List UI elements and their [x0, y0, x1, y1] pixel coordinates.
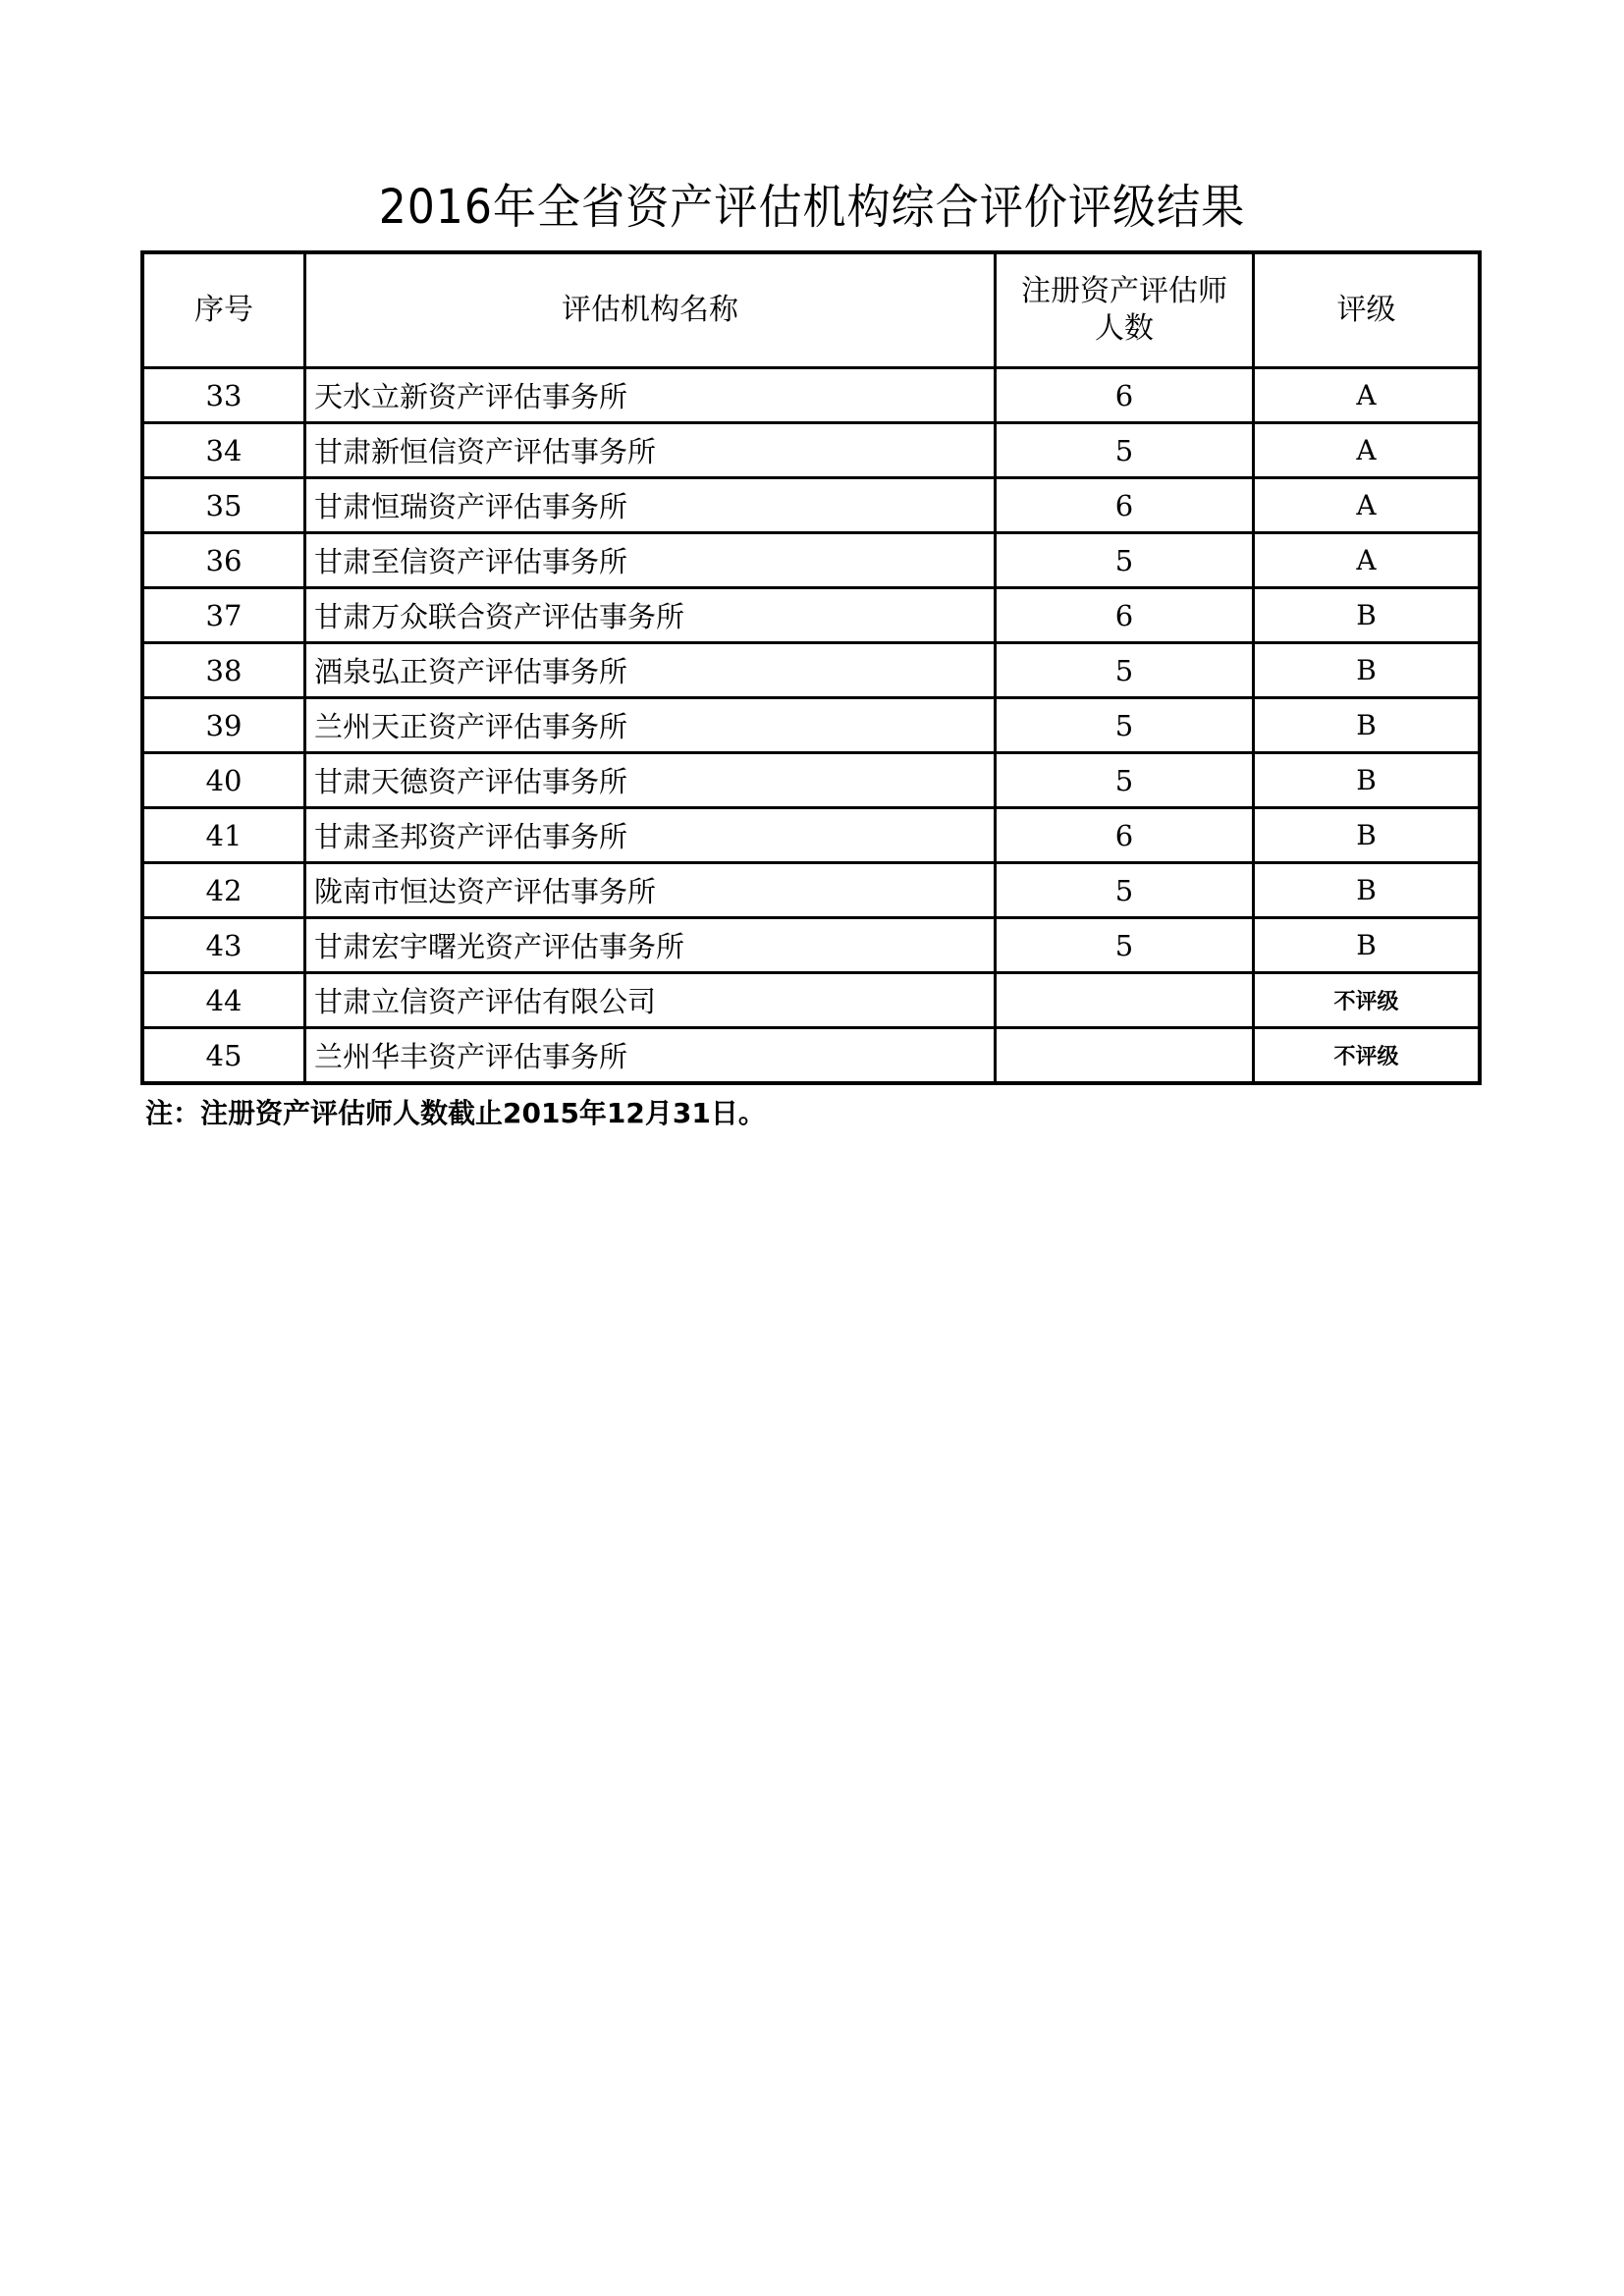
cell-count: 5 — [996, 533, 1254, 588]
cell-index: 35 — [142, 478, 305, 533]
cell-count: 6 — [996, 478, 1254, 533]
cell-index: 44 — [142, 973, 305, 1028]
cell-grade: 不评级 — [1254, 973, 1481, 1028]
cell-index: 45 — [142, 1028, 305, 1084]
header-count-line1: 注册资产评估师 — [1021, 274, 1227, 308]
table-row — [142, 588, 1480, 643]
rating-table — [140, 250, 1482, 1085]
cell-name: 甘肃至信资产评估事务所 — [305, 533, 996, 588]
cell-name: 甘肃天德资产评估事务所 — [305, 753, 996, 808]
cell-grade: B — [1254, 863, 1481, 918]
cell-count — [996, 973, 1254, 1028]
cell-index: 42 — [142, 863, 305, 918]
table-row — [142, 918, 1480, 973]
cell-name: 甘肃新恒信资产评估事务所 — [305, 423, 996, 478]
cell-grade: A — [1254, 368, 1481, 423]
cell-grade: B — [1254, 698, 1481, 753]
cell-count: 5 — [996, 643, 1254, 698]
table-row — [142, 1028, 1480, 1084]
cell-grade: A — [1254, 533, 1481, 588]
cell-name: 甘肃万众联合资产评估事务所 — [305, 588, 996, 643]
table-row — [142, 698, 1480, 753]
cell-count: 6 — [996, 368, 1254, 423]
cell-count: 5 — [996, 863, 1254, 918]
table-row — [142, 753, 1480, 808]
cell-count: 5 — [996, 753, 1254, 808]
header-count — [996, 252, 1254, 368]
cell-name: 兰州天正资产评估事务所 — [305, 698, 996, 753]
cell-name: 甘肃圣邦资产评估事务所 — [305, 808, 996, 863]
footnote: 注：注册资产评估师人数截止2015年12月31日。 — [145, 1097, 766, 1129]
header-name: 评估机构名称 — [305, 252, 996, 368]
cell-count: 5 — [996, 918, 1254, 973]
cell-grade: B — [1254, 808, 1481, 863]
table-row — [142, 368, 1480, 423]
cell-grade: B — [1254, 918, 1481, 973]
cell-index: 33 — [142, 368, 305, 423]
cell-grade: A — [1254, 478, 1481, 533]
cell-index: 39 — [142, 698, 305, 753]
cell-name: 甘肃恒瑞资产评估事务所 — [305, 478, 996, 533]
cell-index: 43 — [142, 918, 305, 973]
cell-index: 37 — [142, 588, 305, 643]
table-row — [142, 863, 1480, 918]
cell-index: 34 — [142, 423, 305, 478]
cell-name: 甘肃立信资产评估有限公司 — [305, 973, 996, 1028]
cell-index: 38 — [142, 643, 305, 698]
cell-grade: A — [1254, 423, 1481, 478]
table-row — [142, 973, 1480, 1028]
cell-grade: B — [1254, 753, 1481, 808]
cell-name: 酒泉弘正资产评估事务所 — [305, 643, 996, 698]
header-index: 序号 — [142, 252, 305, 368]
page-title: 2016年全省资产评估机构综合评价评级结果 — [378, 180, 1246, 235]
table-row — [142, 478, 1480, 533]
cell-name: 陇南市恒达资产评估事务所 — [305, 863, 996, 918]
header-grade: 评级 — [1254, 252, 1481, 368]
cell-count: 6 — [996, 808, 1254, 863]
table-row — [142, 423, 1480, 478]
cell-count: 5 — [996, 423, 1254, 478]
cell-name: 甘肃宏宇曙光资产评估事务所 — [305, 918, 996, 973]
cell-grade: B — [1254, 588, 1481, 643]
cell-index: 40 — [142, 753, 305, 808]
cell-name: 兰州华丰资产评估事务所 — [305, 1028, 996, 1084]
header-count-line2: 人数 — [1095, 311, 1154, 346]
cell-index: 36 — [142, 533, 305, 588]
cell-count — [996, 1028, 1254, 1084]
cell-grade: 不评级 — [1254, 1028, 1481, 1084]
cell-count: 6 — [996, 588, 1254, 643]
cell-index: 41 — [142, 808, 305, 863]
cell-grade: B — [1254, 643, 1481, 698]
table-row — [142, 808, 1480, 863]
cell-name: 天水立新资产评估事务所 — [305, 368, 996, 423]
table-row — [142, 643, 1480, 698]
table-row — [142, 533, 1480, 588]
cell-count: 5 — [996, 698, 1254, 753]
table-header-row — [142, 252, 1480, 368]
